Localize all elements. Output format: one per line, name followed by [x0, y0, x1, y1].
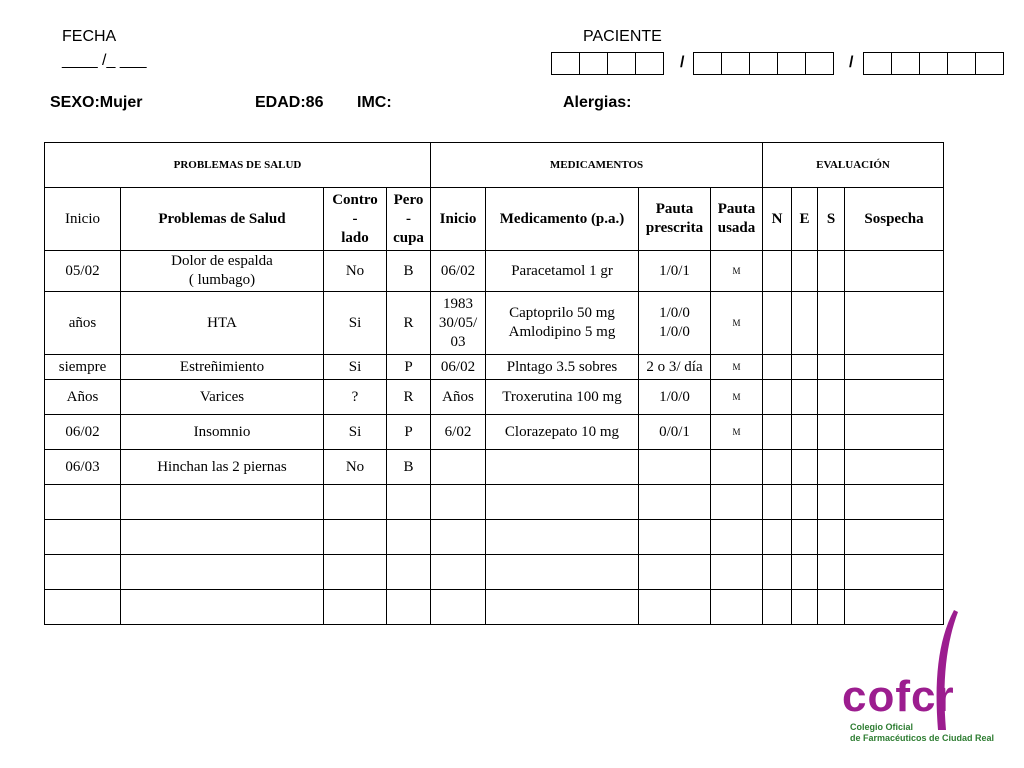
table-row: [45, 292, 944, 355]
cell-s[interactable]: [818, 380, 845, 415]
col-inicio: Inicio: [45, 188, 121, 251]
cell-pauta-prescrita[interactable]: [639, 590, 711, 625]
id-box[interactable]: [635, 52, 664, 75]
cell-preocupa[interactable]: [387, 590, 431, 625]
table-row: [45, 485, 944, 520]
cell-n[interactable]: [763, 485, 792, 520]
cell-preocupa[interactable]: B: [387, 450, 431, 485]
cell-n[interactable]: [763, 555, 792, 590]
cell-sospecha[interactable]: [845, 520, 944, 555]
cell-pauta-usada[interactable]: M: [711, 292, 763, 355]
cell-e[interactable]: [792, 415, 818, 450]
separator-slash: /: [849, 54, 854, 71]
cell-e[interactable]: [792, 355, 818, 380]
cell-preocupa[interactable]: [387, 520, 431, 555]
logo-text: cofcr: [842, 672, 955, 721]
col-e: E: [792, 188, 818, 251]
cell-sospecha[interactable]: [845, 355, 944, 380]
cell-controlado[interactable]: [324, 520, 387, 555]
health-problems-table: [44, 142, 944, 625]
cell-n[interactable]: [763, 415, 792, 450]
cell-inicio-med[interactable]: [431, 520, 486, 555]
cell-e[interactable]: [792, 251, 818, 292]
cell-s[interactable]: [818, 251, 845, 292]
cell-pauta-usada[interactable]: [711, 590, 763, 625]
paciente-id-group-2[interactable]: [694, 52, 834, 75]
cell-sospecha[interactable]: [845, 380, 944, 415]
table-row: [45, 450, 944, 485]
cell-n[interactable]: [763, 590, 792, 625]
cell-pauta-prescrita[interactable]: 1/0/0 1/0/0: [639, 292, 711, 355]
section-problemas: PROBLEMAS DE SALUD: [45, 143, 431, 188]
cell-inicio-med[interactable]: [431, 555, 486, 590]
cell-s[interactable]: [818, 355, 845, 380]
cell-s[interactable]: [818, 555, 845, 590]
paciente-id-group-3[interactable]: [864, 52, 1004, 75]
cell-pauta-usada[interactable]: M: [711, 415, 763, 450]
cell-preocupa[interactable]: [387, 485, 431, 520]
cell-pauta-usada[interactable]: M: [711, 251, 763, 292]
id-box[interactable]: [749, 52, 778, 75]
id-box[interactable]: [579, 52, 608, 75]
paciente-id-group-1[interactable]: [552, 52, 664, 75]
cell-problema[interactable]: Varices: [121, 380, 324, 415]
paciente-label: PACIENTE: [583, 28, 662, 45]
cell-inicio[interactable]: Años: [45, 380, 121, 415]
cell-medicamento[interactable]: Plntago 3.5 sobres: [486, 355, 639, 380]
cell-controlado[interactable]: ?: [324, 380, 387, 415]
cell-sospecha[interactable]: [845, 450, 944, 485]
cell-controlado[interactable]: Si: [324, 355, 387, 380]
cell-pauta-prescrita[interactable]: 2 o 3/ día: [639, 355, 711, 380]
col-s: S: [818, 188, 845, 251]
cell-medicamento[interactable]: Captoprilo 50 mg Amlodipino 5 mg: [486, 292, 639, 355]
col-pauta-usada: Pauta usada: [711, 188, 763, 251]
table-row: [45, 355, 944, 380]
cell-controlado[interactable]: [324, 485, 387, 520]
cell-controlado[interactable]: Si: [324, 292, 387, 355]
cell-preocupa[interactable]: R: [387, 380, 431, 415]
cell-sospecha[interactable]: [845, 251, 944, 292]
cell-medicamento[interactable]: [486, 485, 639, 520]
table-row: [45, 555, 944, 590]
fecha-label: FECHA: [62, 28, 117, 45]
cell-e[interactable]: [792, 555, 818, 590]
cell-s[interactable]: [818, 450, 845, 485]
cell-e[interactable]: [792, 520, 818, 555]
cell-inicio[interactable]: [45, 555, 121, 590]
cell-inicio[interactable]: [45, 520, 121, 555]
cell-sospecha[interactable]: [845, 485, 944, 520]
id-box[interactable]: [693, 52, 722, 75]
cell-e[interactable]: [792, 450, 818, 485]
table-row: [45, 380, 944, 415]
col-sospecha: Sospecha: [845, 188, 944, 251]
cell-inicio[interactable]: [45, 590, 121, 625]
id-box[interactable]: [777, 52, 806, 75]
cell-inicio[interactable]: siempre: [45, 355, 121, 380]
table-row: [45, 520, 944, 555]
cell-inicio[interactable]: [45, 485, 121, 520]
cell-e[interactable]: [792, 380, 818, 415]
cell-s[interactable]: [818, 415, 845, 450]
cell-inicio-med[interactable]: [431, 450, 486, 485]
cell-pauta-prescrita[interactable]: 1/0/1: [639, 251, 711, 292]
id-box[interactable]: [863, 52, 892, 75]
cell-preocupa[interactable]: [387, 555, 431, 590]
cell-pauta-prescrita[interactable]: [639, 555, 711, 590]
cell-inicio[interactable]: 05/02: [45, 251, 121, 292]
cell-inicio-med[interactable]: 06/02: [431, 355, 486, 380]
id-box[interactable]: [947, 52, 976, 75]
cell-controlado[interactable]: No: [324, 450, 387, 485]
cell-e[interactable]: [792, 485, 818, 520]
cell-problema[interactable]: [121, 590, 324, 625]
cell-n[interactable]: [763, 450, 792, 485]
cell-medicamento[interactable]: [486, 450, 639, 485]
cell-inicio-med[interactable]: [431, 485, 486, 520]
section-header-row: [45, 143, 944, 188]
cell-s[interactable]: [818, 590, 845, 625]
cell-controlado[interactable]: [324, 555, 387, 590]
cell-inicio-med[interactable]: Años: [431, 380, 486, 415]
id-box[interactable]: [721, 52, 750, 75]
cell-n[interactable]: [763, 380, 792, 415]
cell-inicio-med[interactable]: 6/02: [431, 415, 486, 450]
col-controlado: Contro - lado: [324, 188, 387, 251]
cell-pauta-usada[interactable]: [711, 450, 763, 485]
table-row: [45, 415, 944, 450]
logo-line-2: de Farmacéuticos de Ciudad Real: [850, 733, 995, 743]
table-body: [45, 251, 944, 625]
cell-n[interactable]: [763, 520, 792, 555]
table-row: [45, 251, 944, 292]
cell-problema[interactable]: [121, 520, 324, 555]
cell-problema[interactable]: Hinchan las 2 piernas: [121, 450, 324, 485]
cell-inicio[interactable]: años: [45, 292, 121, 355]
cell-n[interactable]: [763, 251, 792, 292]
id-box[interactable]: [805, 52, 834, 75]
cell-e[interactable]: [792, 292, 818, 355]
cell-inicio-med[interactable]: 06/02: [431, 251, 486, 292]
cell-s[interactable]: [818, 520, 845, 555]
column-header-row: [45, 188, 944, 251]
cell-pauta-prescrita[interactable]: 0/0/1: [639, 415, 711, 450]
col-preocupa: Pero - cupa: [387, 188, 431, 251]
cell-problema[interactable]: HTA: [121, 292, 324, 355]
cell-medicamento[interactable]: [486, 555, 639, 590]
section-evaluacion: EVALUACIÓN: [763, 143, 944, 188]
col-n: N: [763, 188, 792, 251]
cell-preocupa[interactable]: P: [387, 355, 431, 380]
cell-pauta-prescrita[interactable]: [639, 485, 711, 520]
edad-field: EDAD:86: [255, 94, 324, 111]
cell-n[interactable]: [763, 355, 792, 380]
table-row: [45, 590, 944, 625]
cell-medicamento[interactable]: Paracetamol 1 gr: [486, 251, 639, 292]
cell-controlado[interactable]: No: [324, 251, 387, 292]
cell-pauta-usada[interactable]: [711, 485, 763, 520]
imc-field[interactable]: IMC:: [357, 94, 392, 111]
id-box[interactable]: [607, 52, 636, 75]
cell-pauta-prescrita[interactable]: [639, 450, 711, 485]
cell-medicamento[interactable]: [486, 590, 639, 625]
cell-problema[interactable]: Estreñimiento: [121, 355, 324, 380]
id-box[interactable]: [891, 52, 920, 75]
cell-inicio[interactable]: 06/03: [45, 450, 121, 485]
cell-pauta-usada[interactable]: [711, 520, 763, 555]
logo-line-1: Colegio Oficial: [850, 722, 914, 732]
cell-pauta-prescrita[interactable]: 1/0/0: [639, 380, 711, 415]
col-pauta-prescrita: Pauta prescrita: [639, 188, 711, 251]
cell-sospecha[interactable]: [845, 292, 944, 355]
id-box[interactable]: [975, 52, 1004, 75]
alergias-field[interactable]: Alergias:: [563, 94, 632, 111]
cell-pauta-usada[interactable]: [711, 555, 763, 590]
cell-preocupa[interactable]: B: [387, 251, 431, 292]
cell-s[interactable]: [818, 485, 845, 520]
cell-inicio-med[interactable]: 1983 30/05/ 03: [431, 292, 486, 355]
cell-controlado[interactable]: [324, 590, 387, 625]
cell-controlado[interactable]: Si: [324, 415, 387, 450]
cell-medicamento[interactable]: Clorazepato 10 mg: [486, 415, 639, 450]
cell-preocupa[interactable]: P: [387, 415, 431, 450]
cell-pauta-usada[interactable]: M: [711, 355, 763, 380]
col-inicio-med: Inicio: [431, 188, 486, 251]
sexo-field: SEXO:Mujer: [50, 94, 143, 111]
cell-s[interactable]: [818, 292, 845, 355]
cell-problema[interactable]: Dolor de espalda ( lumbago): [121, 251, 324, 292]
separator-slash: /: [680, 54, 685, 71]
fecha-value[interactable]: ____ /_ ___: [62, 52, 147, 69]
id-box[interactable]: [551, 52, 580, 75]
id-box[interactable]: [919, 52, 948, 75]
cell-problema[interactable]: Insomnio: [121, 415, 324, 450]
cell-n[interactable]: [763, 292, 792, 355]
cell-inicio[interactable]: 06/02: [45, 415, 121, 450]
cell-pauta-usada[interactable]: M: [711, 380, 763, 415]
section-medicamentos: MEDICAMENTOS: [431, 143, 763, 188]
cell-sospecha[interactable]: [845, 415, 944, 450]
cell-medicamento[interactable]: [486, 520, 639, 555]
col-problemas: Problemas de Salud: [121, 188, 324, 251]
cell-preocupa[interactable]: R: [387, 292, 431, 355]
cell-problema[interactable]: [121, 485, 324, 520]
cell-problema[interactable]: [121, 555, 324, 590]
cell-medicamento[interactable]: Troxerutina 100 mg: [486, 380, 639, 415]
cell-sospecha[interactable]: [845, 555, 944, 590]
col-medicamento: Medicamento (p.a.): [486, 188, 639, 251]
cell-pauta-prescrita[interactable]: [639, 520, 711, 555]
cell-e[interactable]: [792, 590, 818, 625]
cell-inicio-med[interactable]: [431, 590, 486, 625]
